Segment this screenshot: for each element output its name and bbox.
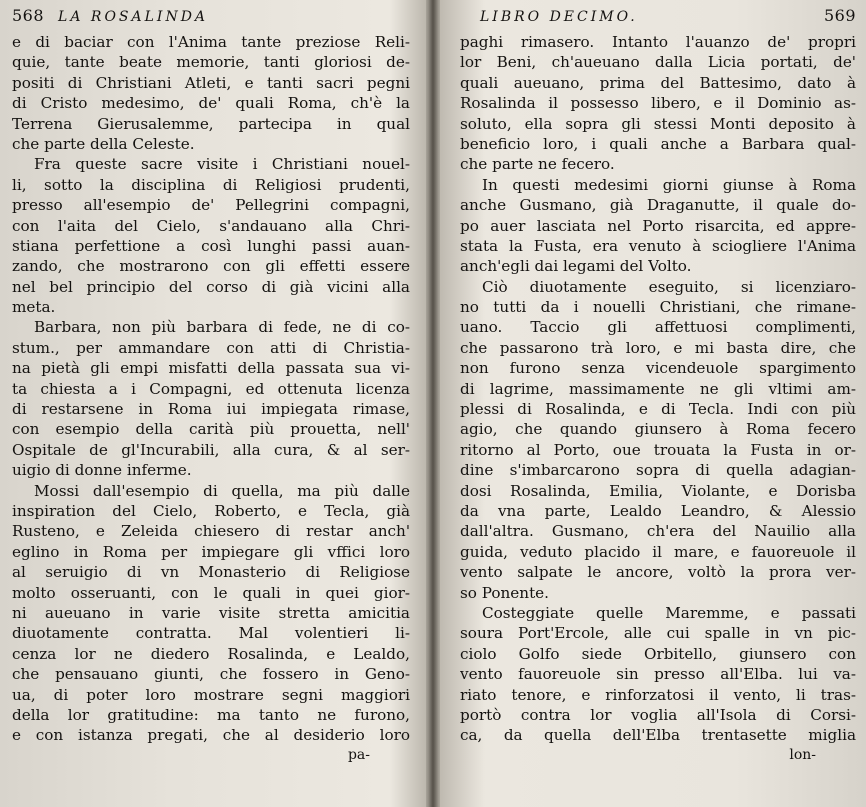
text-line: nel bel principio del corso di già vicini alla [12,277,410,296]
text-line: dosi Rosalinda, Emilia, Violante, e Dorisba [460,481,856,500]
text-line: diuotamente contratta. Mal volentieri li- [12,624,410,643]
text-line: Rusteno, e Zeleida chiesero di restar anch' [12,522,410,541]
text-line: che passarono trà loro, e mi basta dire, che [460,338,856,357]
text-line: na pietà gli empi misfatti della passata sua vi- [12,359,410,378]
text-line: beneficio loro, i quali anche a Barbara qual- [460,134,856,153]
left-page-header [12,6,410,30]
text-line: che pensauano giunti, che fossero in Geno- [12,665,410,684]
text-line: dall'altra. Gusmano, ch'era del Nauilio alla [460,522,856,541]
text-line: da vna parte, Lealdo Leandro, & Alessio [460,501,856,520]
text-line: plessi di Rosalinda, e di Tecla. Indi con più [460,400,856,419]
text-line: della lor gratitudine: ma tanto ne furono, [12,705,410,724]
left-page-number: 568 [12,6,45,25]
text-line: ua, di poter loro mostrare segni maggiori [12,685,410,704]
text-line: di lagrime, massimamente ne gli vltimi am- [460,379,856,398]
text-line: e con istanza pregati, che al desiderio loro [12,726,410,745]
text-line: che parte della Celeste. [12,134,195,153]
text-line: vento salpate le ancore, voltò la prora ver- [460,563,856,582]
text-line: e di baciar con l'Anima tante preziose Reli- [12,33,410,51]
text-line: ca, da quella dell'Elba trentasette miglia [460,726,856,745]
text-line: anche Gusmano, già Draganutte, il quale do- [460,196,856,215]
right-page-number: 569 [823,6,856,25]
text-line: con esempio della carità più prouetta, nell' [12,420,410,439]
text-line: Terrena Gierusalemme, partecipa in qual [12,114,410,133]
left-page [0,0,428,807]
text-line: eglino in Roma per impiegare gli vffici loro [12,542,410,561]
text-line: Fra queste sacre visite i Christiani nouel- [34,155,410,174]
text-line: Rosalinda il possesso libero, e il Dominio as- [460,94,856,113]
text-line: li, sotto la disciplina di Religiosi prudenti, [12,175,410,194]
text-line: po auer lasciata nel Porto risarcita, ed appre- [460,216,856,235]
text-line: agio, che quando giunsero à Roma fecero [460,420,856,439]
text-line: presso all'esempio de' Pellegrini compagni, [12,196,410,215]
text-line: lor Beni, ch'aueuano dalla Licia portati, de' [460,53,856,72]
text-line: di restarsene in Roma iui impiegata rimase, [12,400,410,419]
left-page-text [12,32,410,746]
text-line: inspiration del Cielo, Roberto, e Tecla, già [12,501,410,520]
text-line: anch'egli dai legami del Volto. [460,257,692,276]
text-line: paghi rimasero. Intanto l'auanzo de' propri [460,33,856,51]
text-line: ni aueuano in varie visite stretta amicitia [12,603,410,622]
text-line: Costeggiate quelle Maremme, e passati [482,603,856,622]
text-line: stata la Fusta, era venuto à sciogliere l'Anima [460,236,856,255]
text-line: quali aueuano, prima del Battesimo, dato à [460,73,856,92]
left-running-head: LA ROSALINDA [58,9,209,25]
text-line: ciolo Golfo siede Orbitello, giunsero con [460,644,856,663]
right-page-header [460,6,856,30]
text-line: al seruigio di vn Monasterio di Religiose [12,563,410,582]
text-line: quie, tante beate memorie, tanti gloriosi de- [12,53,410,72]
text-line: stiana perfettione a così lunghi passi auan- [12,236,410,255]
text-line: Mossi dall'esempio di quella, ma più dalle [34,481,410,500]
text-line: cenza lor ne diedero Rosalinda, e Lealdo, [12,644,410,663]
text-line: meta. [12,298,56,317]
text-line: ta chiesta a i Compagni, ed ottenuta licenza [12,379,410,398]
text-line: In questi medesimi giorni giunse à Roma [482,175,856,194]
text-line: guida, veduto placido il mare, e fauoreuole il [460,542,856,561]
text-line: Ciò diuotamente eseguito, si licenziaro- [482,277,856,296]
right-running-head: LIBRO DECIMO. [480,9,638,25]
text-line: Barbara, non più barbara di fede, ne di co- [34,318,410,337]
text-line: molto osseruanti, con le quali in quei gior- [12,583,410,602]
text-line: di Cristo medesimo, de' quali Roma, ch'è la [12,94,410,113]
text-line: soluto, ella sopra gli stessi Monti deposito à [460,114,856,133]
right-catchword: lon- [789,746,816,763]
text-line: con l'aita del Cielo, s'andauano alla Chri- [12,216,410,235]
text-line: ritorno al Porto, oue trouata la Fusta in or- [460,440,856,459]
text-line: soura Port'Ercole, alle cui spalle in vn pic- [460,624,856,643]
right-page-text [460,32,856,746]
text-line: so Ponente. [460,583,549,602]
text-line: vento fauoreuole sin presso all'Elba. lui va- [460,665,856,684]
text-line: uano. Taccio gli affettuosi complimenti, [460,318,856,337]
text-line: dine s'imbarcarono sopra di quella adagian- [460,461,856,480]
text-line: uigio di donne inferme. [12,461,192,480]
left-catchword: pa- [347,746,370,763]
text-line: zando, che mostrarono con gli effetti essere [12,257,410,276]
text-line: portò contra lor voglia all'Isola di Corsi- [460,705,856,724]
text-line: non furono senza vicendeuole spargimento [460,359,856,378]
right-page [438,0,866,807]
text-line: Ospitale de gl'Incurabili, alla cura, & al ser- [12,440,410,459]
text-line: no tutti da i nouelli Christiani, che rimane- [460,298,856,317]
text-line: che parte ne fecero. [460,155,615,174]
text-line: riato tenore, e rinforzatosi il vento, li tras- [460,685,856,704]
text-line: positi di Christiani Atleti, e tanti sacri pegni [12,73,410,92]
text-line: stum., per ammandare con atti di Christia- [12,338,410,357]
